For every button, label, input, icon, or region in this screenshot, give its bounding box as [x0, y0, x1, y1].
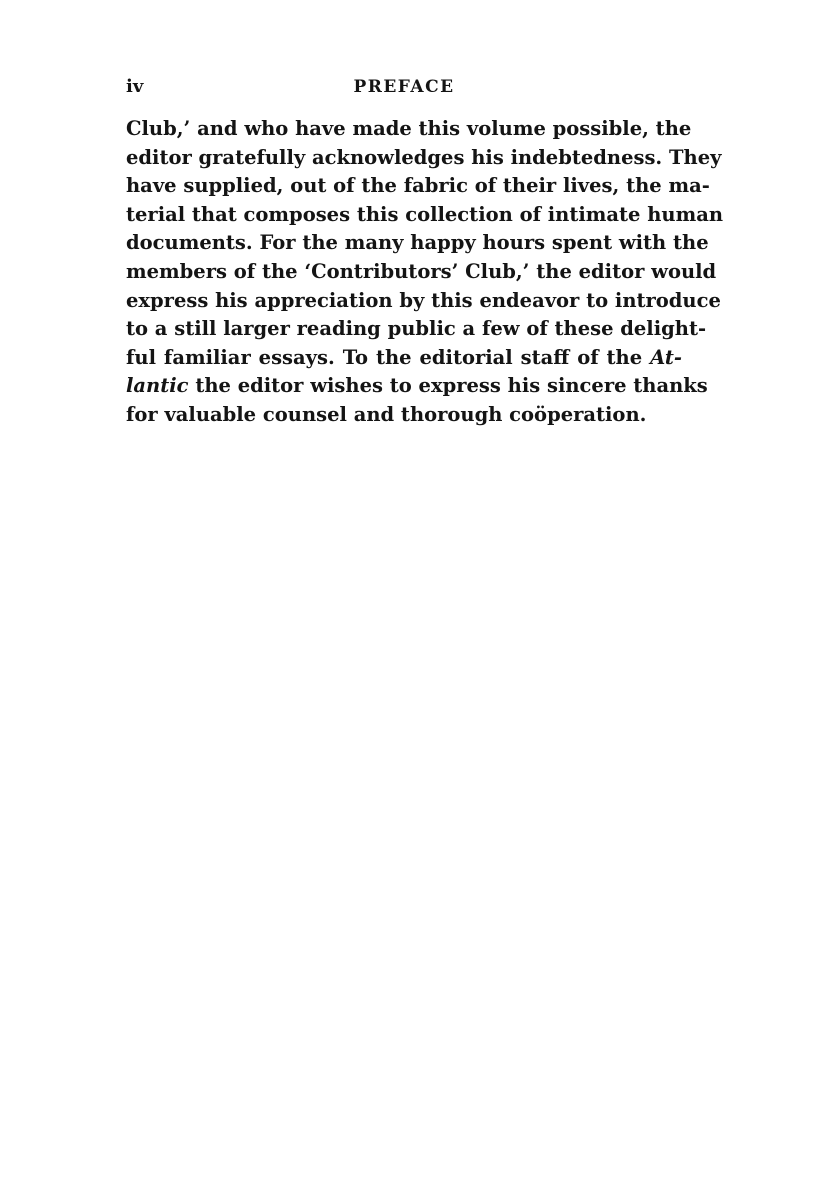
text-line-10 [126, 372, 708, 401]
text-line-4: terial that composes this collection of intimate human [126, 202, 724, 226]
text-line-11: for valuable counsel and thorough coöperation. [126, 402, 647, 426]
text-line-1: Club,’ and who have made this volume possible, the [126, 117, 692, 140]
text-line-5: documents. For the many happy hours spent with the [126, 231, 709, 255]
text-line-2: editor gratefully acknowledges his indebtedness. They [126, 145, 722, 169]
body-paragraph [126, 115, 724, 430]
text-line-9-roman: ful familiar essays. To the editorial staff of the [126, 345, 643, 369]
text-line-9 [126, 344, 682, 373]
italic-atlantic-part-1: At- [650, 345, 682, 369]
text-line-7: express his appreciation by this endeavor to introduce [126, 288, 721, 312]
text-line-8: to a still larger reading public a few of these delight- [126, 317, 707, 341]
italic-atlantic-part-2: lantic [126, 374, 189, 398]
page-number: iv [126, 76, 144, 97]
text-line-6: members of the ‘Contributors’ Club,’ the editor would [126, 259, 717, 283]
text-line-10-roman: the editor wishes to express his sincere thanks [195, 374, 708, 398]
running-title: PREFACE [353, 77, 455, 97]
running-head [126, 74, 682, 100]
text-line-3: have supplied, out of the fabric of their lives, the ma- [126, 174, 710, 198]
